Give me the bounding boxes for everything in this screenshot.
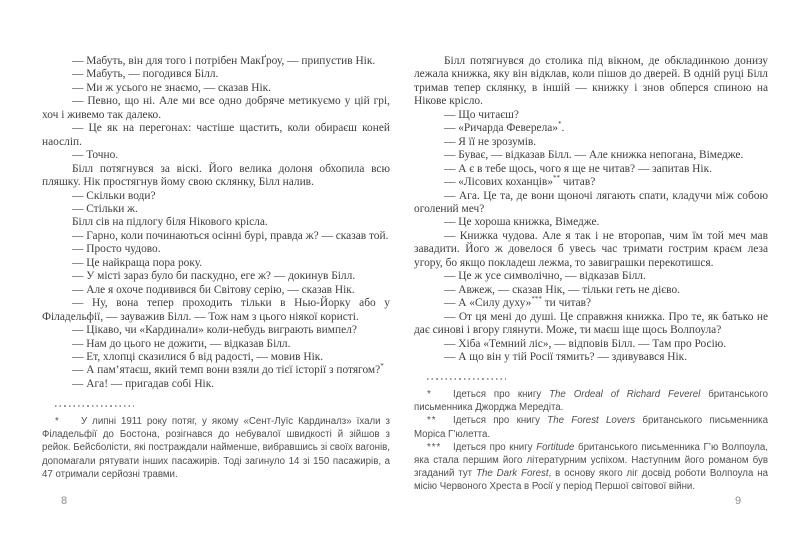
paragraph: — У місті зараз було би паскудно, еге ж? — докинув Білл. [72,270,356,283]
paragraph: — Книжка чудова. Але я так і не второпав, чим їм той меч мав завадити. Його ж довелося б увесь час тримати гострим краєм леза угору, бо якщо покладеш лежма, то завиграшки перекотишся. [414,229,768,269]
footnote [42,415,390,481]
page-right [414,55,768,553]
page-left-footnotes [42,415,390,481]
paragraph: Білл потягнувся за віскі. Його велика долоня обхопила всю пляшку. Нік простягнув йому свою склянку, Білл налив. [42,162,390,189]
page-right-footnotes [414,388,768,494]
paragraph: — Це ж усе символічно, — відказав Білл. [444,270,646,283]
paragraph: — Точно. [72,149,119,162]
footnote-text: Ідеться про книгу The Forest Lovers британського письменника Моріса Г’юлетта. [414,415,768,440]
footnote-marker: * [55,415,60,427]
paragraph: — Ага! — пригадав собі Нік. [72,377,215,390]
paragraph: — Ну, вона тепер проходить тільки в Нью-Йорку або у Філадельфії, — зауважив Білл. — Тож нам з цього ніякої користі. [42,297,390,323]
paragraph: — Буває, — відказав Білл. — Але книжка непогана, Вімедже. [444,149,744,162]
footnote-reference-marker: * [380,362,384,371]
paragraph: — Це найкраща пора року. [72,256,203,269]
paragraph: — Певно, що ні. Але ми все одно добряче метикуємо у цій грі, хоч і живемо так далеко. [42,95,390,121]
footnote-marker: * [427,389,432,401]
footnote-reference-marker: *** [531,295,542,304]
paragraph: — Авжеж, — сказав Нік, — тільки геть не дієво. [444,283,680,296]
footnote [414,441,768,494]
paragraph: — Мабуть, він для того і потрібен МакҐроу, — припустив Нік. [72,55,376,67]
footnote-marker: ** [427,415,437,427]
paragraph: — А що він у тій Росії тямить? — здивувався Нік. [444,350,688,363]
footnote [414,388,768,414]
paragraph: — Я її не зрозумів. [444,135,537,148]
paragraph: — Ага. Це та, де вони щоночі лягають спати, кладучи між собою оголений меч? [414,189,768,215]
paragraph: — «Лісових коханців»** читав? [444,174,596,189]
paragraph: — А є в тебе щось, чого я ще не читав? — запитав Нік. [444,162,712,175]
paragraph: — Що читаєш? [444,108,519,121]
paragraph: — «Ричарда Феверела»*. [444,120,565,135]
footnote-reference-marker: * [558,120,562,129]
paragraph: — Нам до цього не дожити, — відказав Білл. [72,337,291,350]
paragraph: — Просто чудово. [72,243,161,256]
paragraph: — А «Силу духу»*** ти читав? [444,295,592,310]
paragraph: Білл сів на підлогу біля Нікового крісла. [72,216,268,229]
paragraph: — Хіба «Темний ліс», — відповів Білл. — Там про Росію. [444,337,727,350]
paragraph: — Це як на перегонах: частіше щастить, коли обираєш коней наосліп. [42,122,390,148]
paragraph: — Ет, хлопці сказилися б від радості, — мовив Нік. [72,350,324,363]
page-number-right: 9 [735,495,742,507]
page-left-body-text [42,55,390,391]
footnote-text: Ідеться про книгу The Ordeal of Richard Feverel британського письменника Джорджа Мередіта. [414,389,768,414]
paragraph: — От ця мені до душі. Це справжня книжка. Про те, як батько не дає синові і вгору глянути. Може, ти маєш іще щось Волпоула? [414,310,768,337]
page-left [42,55,390,553]
page-right-body-text [414,55,768,364]
footnote-separator [427,378,506,380]
paragraph: — Гарно, коли починаються осінні бурі, правда ж? — сказав той. [72,229,389,242]
footnote-separator [55,405,134,407]
page-number-left: 8 [61,495,68,507]
footnote-text: У липні 1911 року потяг, у якому «Сент-Луїс Кардиналз» їхали з Філадельфії до Бостона, розігнався до небувалої швидкості й зійшов з рейок. Бейсболісти, які постраждали найменше, вибравшись зі своїх вагонів, допомагали рятувати інших пасажирів. Тоді загинуло 14 зі 150 пасажирів, а 47 отримали серйозні травми. [42,415,390,480]
paragraph: — Цікаво, чи «Кардинали» коли-небудь виграють вимпел? [72,324,357,337]
paragraph: — А пам’ятаєш, який темп вони взяли до тієї історії з потягом?* [72,362,384,377]
footnote [414,414,768,440]
paragraph: — Це хороша книжка, Вімедже. [444,216,600,229]
paragraph: — Ми ж усього не знаємо, — сказав Нік. [72,81,272,94]
paragraph: — Мабуть, — погодився Білл. [72,68,219,81]
footnote-reference-marker: ** [553,174,560,183]
paragraph: — Але я охоче подивився би Світову серію, — сказав Нік. [72,283,355,296]
footnote-marker: *** [427,441,442,453]
paragraph: Білл потягнувся до столика під вікном, де обкладинкою донизу лежала книжка, яку він відклав, коли пішов до дверей. В одній руці Білл тримав тепер склянку, в іншій — книжку і знов обперся спиною на Нікове крісло. [414,55,768,108]
paragraph: — Скільки води? [72,189,156,202]
paragraph: — Стільки ж. [72,202,138,215]
footnote-text: Ідеться про книгу Fortitude британського письменника Г’ю Волпоула, яка стала першим його літературним успіхом. Наступним його романом був згаданий тут The Dark Forest, в основу якого ліг досвід роботи Волпоула на місію Червоного Хреста в Росії у період Першої світової війни. [414,441,768,493]
